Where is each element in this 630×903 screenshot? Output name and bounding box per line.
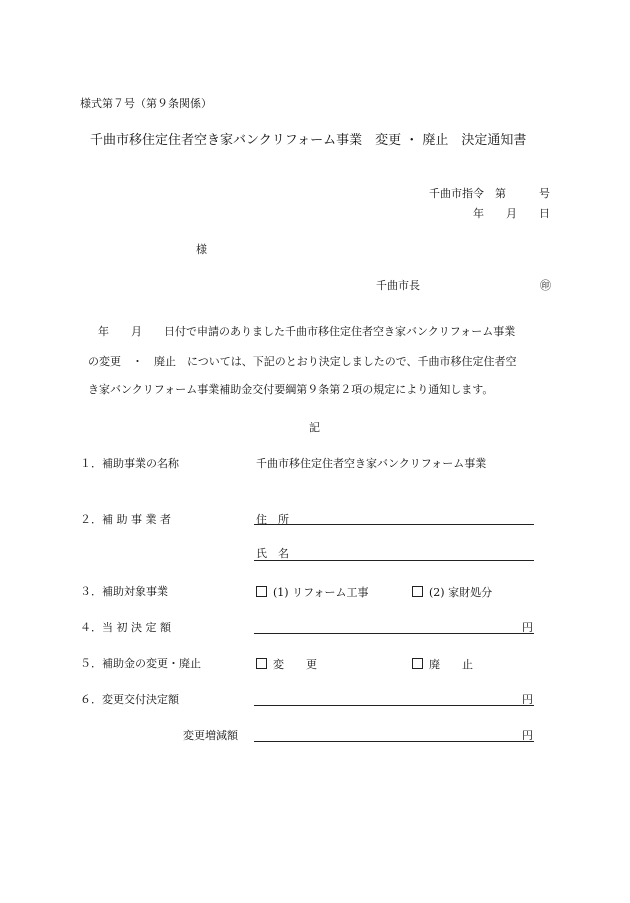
checkbox-abolish bbox=[412, 658, 423, 669]
name-label: 氏 名 bbox=[256, 547, 289, 560]
item4-unit: 円 bbox=[522, 621, 533, 634]
body-line-3: き家バンクリフォーム事業補助金交付要綱第９条第２項の規定により通知します。 bbox=[88, 383, 494, 396]
address-label: 住 所 bbox=[256, 513, 289, 526]
addressee-suffix: 様 bbox=[196, 243, 207, 256]
issue-date: 年 月 日 bbox=[473, 207, 550, 220]
body-line-2: の変更 ・ 廃止 については、下記のとおり決定しましたので、千曲市移住定住者空 bbox=[88, 355, 517, 368]
item4-amount-line bbox=[254, 633, 534, 634]
item3-option1 bbox=[256, 586, 369, 598]
body-line-1: 年 月 日付で申請のありました千曲市移住定住者空き家バンクリフォーム事業 bbox=[98, 325, 516, 338]
item6-amount-line bbox=[254, 705, 534, 706]
address-line bbox=[254, 524, 534, 525]
name-line bbox=[254, 560, 534, 561]
item5-option1 bbox=[256, 658, 317, 670]
item7-amount-line bbox=[254, 741, 534, 742]
item5-option2 bbox=[412, 658, 473, 670]
item6-label: ６．変更交付決定額 bbox=[80, 693, 179, 706]
directive-number: 千曲市指令 第 号 bbox=[429, 187, 550, 200]
item5-option2-label: 廃 止 bbox=[429, 658, 473, 671]
item3-label: ３．補助対象事業 bbox=[80, 585, 168, 598]
ki-heading: 記 bbox=[309, 421, 320, 434]
checkbox-change bbox=[256, 658, 267, 669]
item7-label: 変更増減額 bbox=[183, 729, 238, 742]
form-number: 様式第７号（第９条関係） bbox=[80, 97, 212, 110]
item2-label: ２．補 助 事 業 者 bbox=[80, 513, 171, 526]
issuer-name: 千曲市長 bbox=[376, 279, 420, 292]
item1-label: １．補助事業の名称 bbox=[80, 457, 179, 470]
item7-unit: 円 bbox=[522, 729, 533, 742]
item3-option2 bbox=[412, 586, 492, 598]
item5-option1-label: 変 更 bbox=[273, 658, 317, 671]
item1-value: 千曲市移住定住者空き家バンクリフォーム事業 bbox=[256, 457, 487, 470]
document-title: 千曲市移住定住者空き家バンクリフォーム事業 変更 ・ 廃止 決定通知書 bbox=[90, 133, 527, 148]
checkbox-household-disposal bbox=[412, 586, 423, 597]
checkbox-reform bbox=[256, 586, 267, 597]
item3-option1-label: (1) リフォーム工事 bbox=[273, 586, 369, 599]
item6-unit: 円 bbox=[522, 693, 533, 706]
item5-label: ５．補助金の変更・廃止 bbox=[80, 657, 201, 670]
seal-mark: ㊞ bbox=[540, 279, 551, 292]
item3-option2-label: (2) 家財処分 bbox=[429, 586, 493, 599]
item4-label: ４．当 初 決 定 額 bbox=[80, 621, 171, 634]
